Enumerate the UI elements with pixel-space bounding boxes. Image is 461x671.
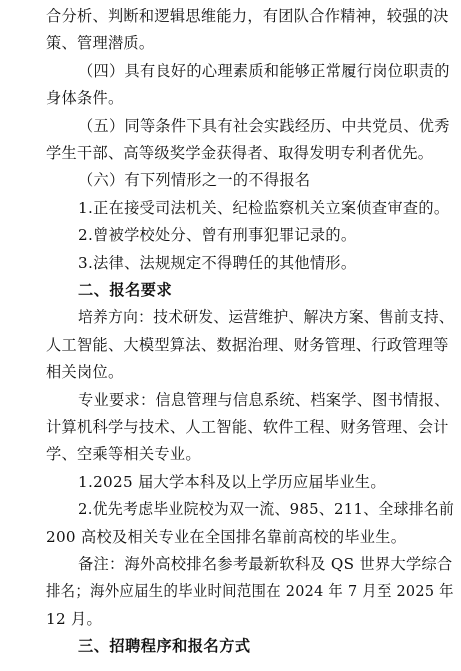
line-text: （六）有下列情形之一的不得报名 [78, 171, 311, 190]
text-line [46, 88, 454, 108]
text-line [46, 527, 454, 547]
line-text: 身体条件。 [46, 89, 124, 108]
line-text: （四）具有良好的心理素质和能够正常履行岗位职责的 [78, 61, 450, 80]
text-line [78, 554, 454, 574]
line-text: 相关岗位。 [46, 363, 124, 382]
line-text: 策、管理潜质。 [46, 34, 155, 53]
text-line [46, 143, 454, 163]
text-line [78, 307, 454, 327]
line-text: 备注：海外高校排名参考最新软科及 QS 世界大学综合 [78, 555, 453, 573]
line-text: 1.正在接受司法机关、纪检监察机关立案侦查审查的。 [78, 198, 450, 217]
text-line [46, 362, 454, 382]
line-text: 排名；海外应届生的毕业时间范围在 2024 年 7 月至 2025 年 [46, 582, 454, 601]
heading-text: 二、报名要求 [78, 281, 173, 299]
line-text: 人工智能、大模型算法、数据治理、财务管理、行政管理等 [46, 335, 449, 354]
line-text: 1.2025 届大学本科及以上学历应届毕业生。 [78, 472, 386, 491]
line-text: 200 高校及相关专业在全国排名靠前高校的毕业生。 [46, 527, 407, 546]
line-text: 学、空乘等相关专业。 [46, 445, 201, 464]
line-text: 学生干部、高等级奖学金获得者、取得发明专利者优先。 [46, 144, 434, 162]
line-text: 12 月。 [46, 609, 103, 628]
text-line [46, 417, 454, 437]
text-line [46, 609, 454, 629]
text-line [78, 61, 454, 81]
text-line [78, 116, 454, 136]
text-line [78, 390, 454, 410]
line-text: 2.优先考虑毕业院校为双一流、985、211、全球排名前 [78, 500, 455, 519]
text-line [78, 499, 454, 519]
text-line [46, 444, 454, 464]
heading-text: 三、招聘程序和报名方式 [78, 637, 251, 656]
line-text: （五）同等条件下具有社会实践经历、中共党员、优秀 [78, 116, 450, 135]
section-heading [78, 280, 454, 300]
text-line [46, 335, 454, 355]
text-line [78, 225, 454, 245]
section-heading [78, 636, 454, 656]
line-text: 合分析、判断和逻辑思维能力，有团队合作精神，较强的决 [46, 7, 449, 25]
text-line [46, 33, 454, 53]
text-line [78, 198, 454, 218]
text-line [78, 472, 454, 492]
line-text: 2.曾被学校处分、曾有刑事犯罪记录的。 [78, 226, 357, 245]
text-line [46, 581, 454, 601]
line-text: 3.法律、法规规定不得聘任的其他情形。 [78, 253, 357, 272]
text-line [46, 6, 454, 26]
text-line [78, 253, 454, 273]
text-line [78, 170, 454, 190]
line-text: 专业要求：信息管理与信息系统、档案学、图书情报、 [78, 390, 450, 409]
line-text: 计算机科学与技术、人工智能、软件工程、财务管理、会计 [46, 418, 449, 436]
line-text: 培养方向：技术研发、运营维护、解决方案、售前支持、 [78, 308, 454, 327]
